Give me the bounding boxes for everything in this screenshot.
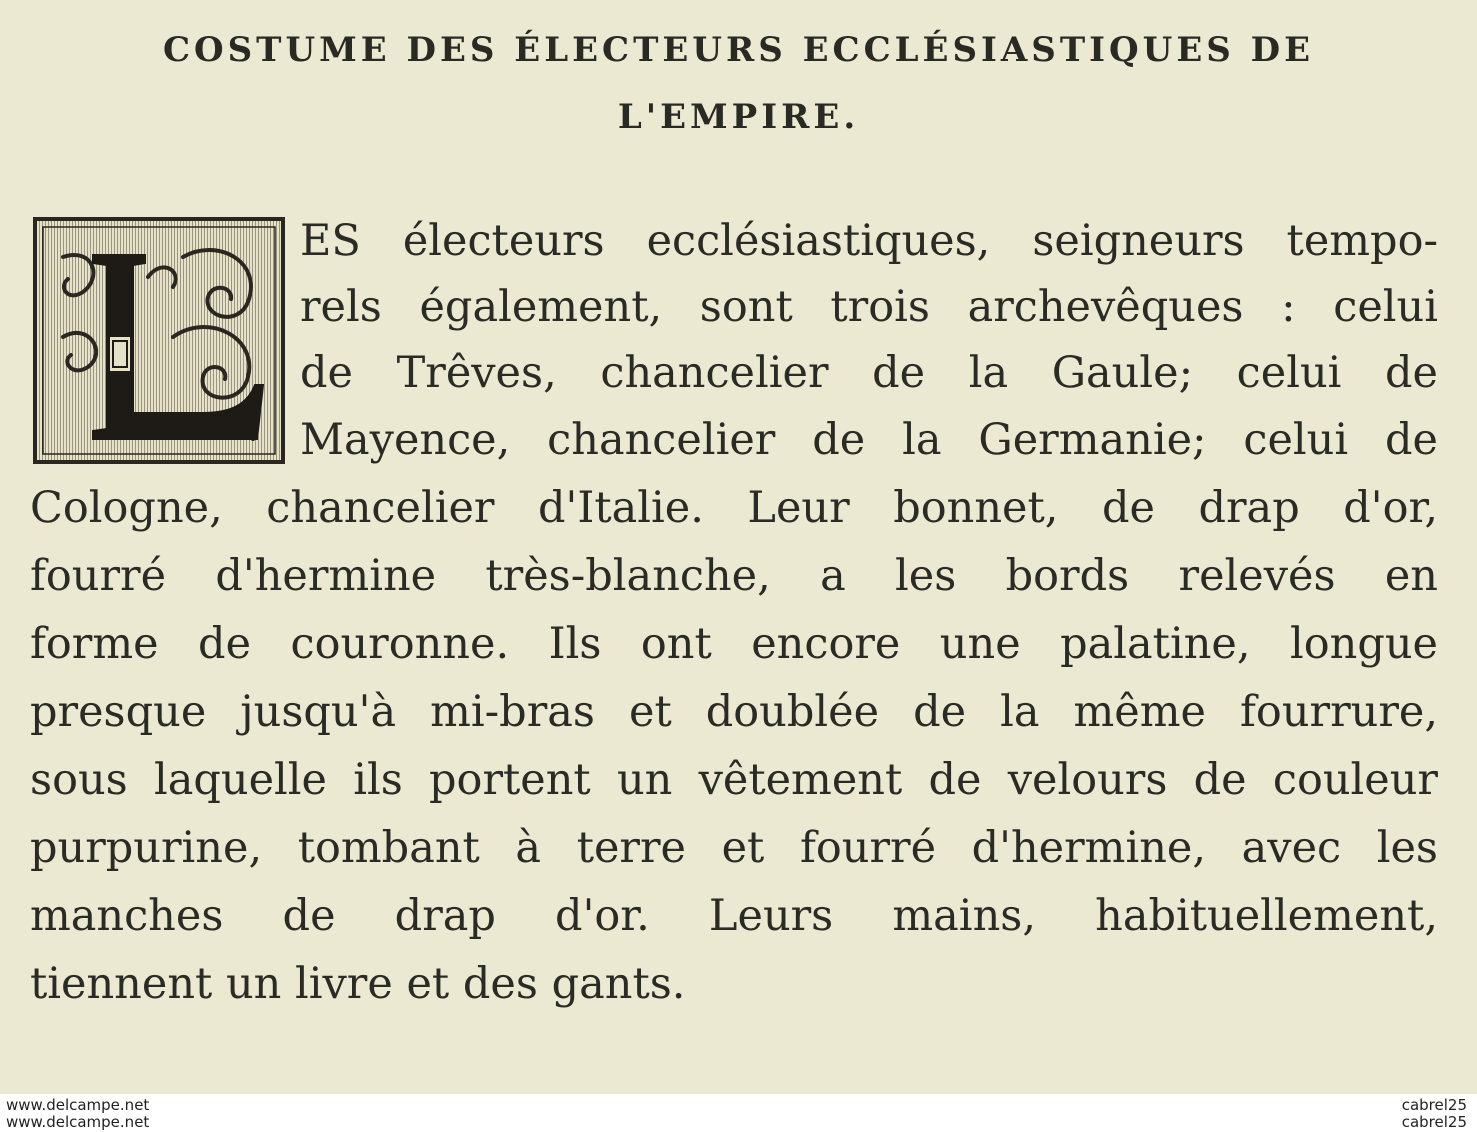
body-line-11: manches de drap d'or. Leurs mains, habituellement, [30, 891, 1438, 941]
watermark-site-1: www.delcampe.net [6, 1096, 150, 1114]
body-line-4: Mayence, chancelier de la Germanie; celui de [300, 415, 1438, 465]
body-line-6: fourré d'hermine très-blanche, a les bords relevés en [30, 551, 1438, 601]
body-line-7: forme de couronne. Ils ont encore une palatine, longue [30, 619, 1438, 669]
watermark-bar [0, 1094, 1477, 1132]
body-line-9: sous laquelle ils portent un vêtement de velours de couleur [30, 755, 1438, 805]
body-line-1: ES électeurs ecclésiastiques, seigneurs tempo- [300, 216, 1438, 266]
body-line-5: Cologne, chancelier d'Italie. Leur bonnet, de drap d'or, [30, 483, 1438, 533]
drop-cap-l-icon [33, 217, 285, 464]
watermark-seller-1: cabrel25 [1401, 1096, 1467, 1114]
watermark-site-2: www.delcampe.net [6, 1113, 150, 1131]
body-line-8: presque jusqu'à mi-bras et doublée de la même fourrure, [30, 687, 1438, 737]
title-line-2: L'EMPIRE. [617, 97, 860, 137]
title-line-1: COSTUME DES ÉLECTEURS ECCLÉSIASTIQUES DE [162, 30, 1315, 70]
body-line-2: rels également, sont trois archevêques : celui [300, 282, 1438, 332]
body-line-10: purpurine, tombant à terre et fourré d'hermine, avec les [30, 823, 1438, 873]
watermark-seller-2: cabrel25 [1401, 1113, 1467, 1131]
drop-cap-ornament [33, 217, 285, 464]
body-line-12: tiennent un livre et des gants. [30, 959, 686, 1009]
body-line-3: de Trêves, chancelier de la Gaule; celui de [300, 348, 1438, 398]
